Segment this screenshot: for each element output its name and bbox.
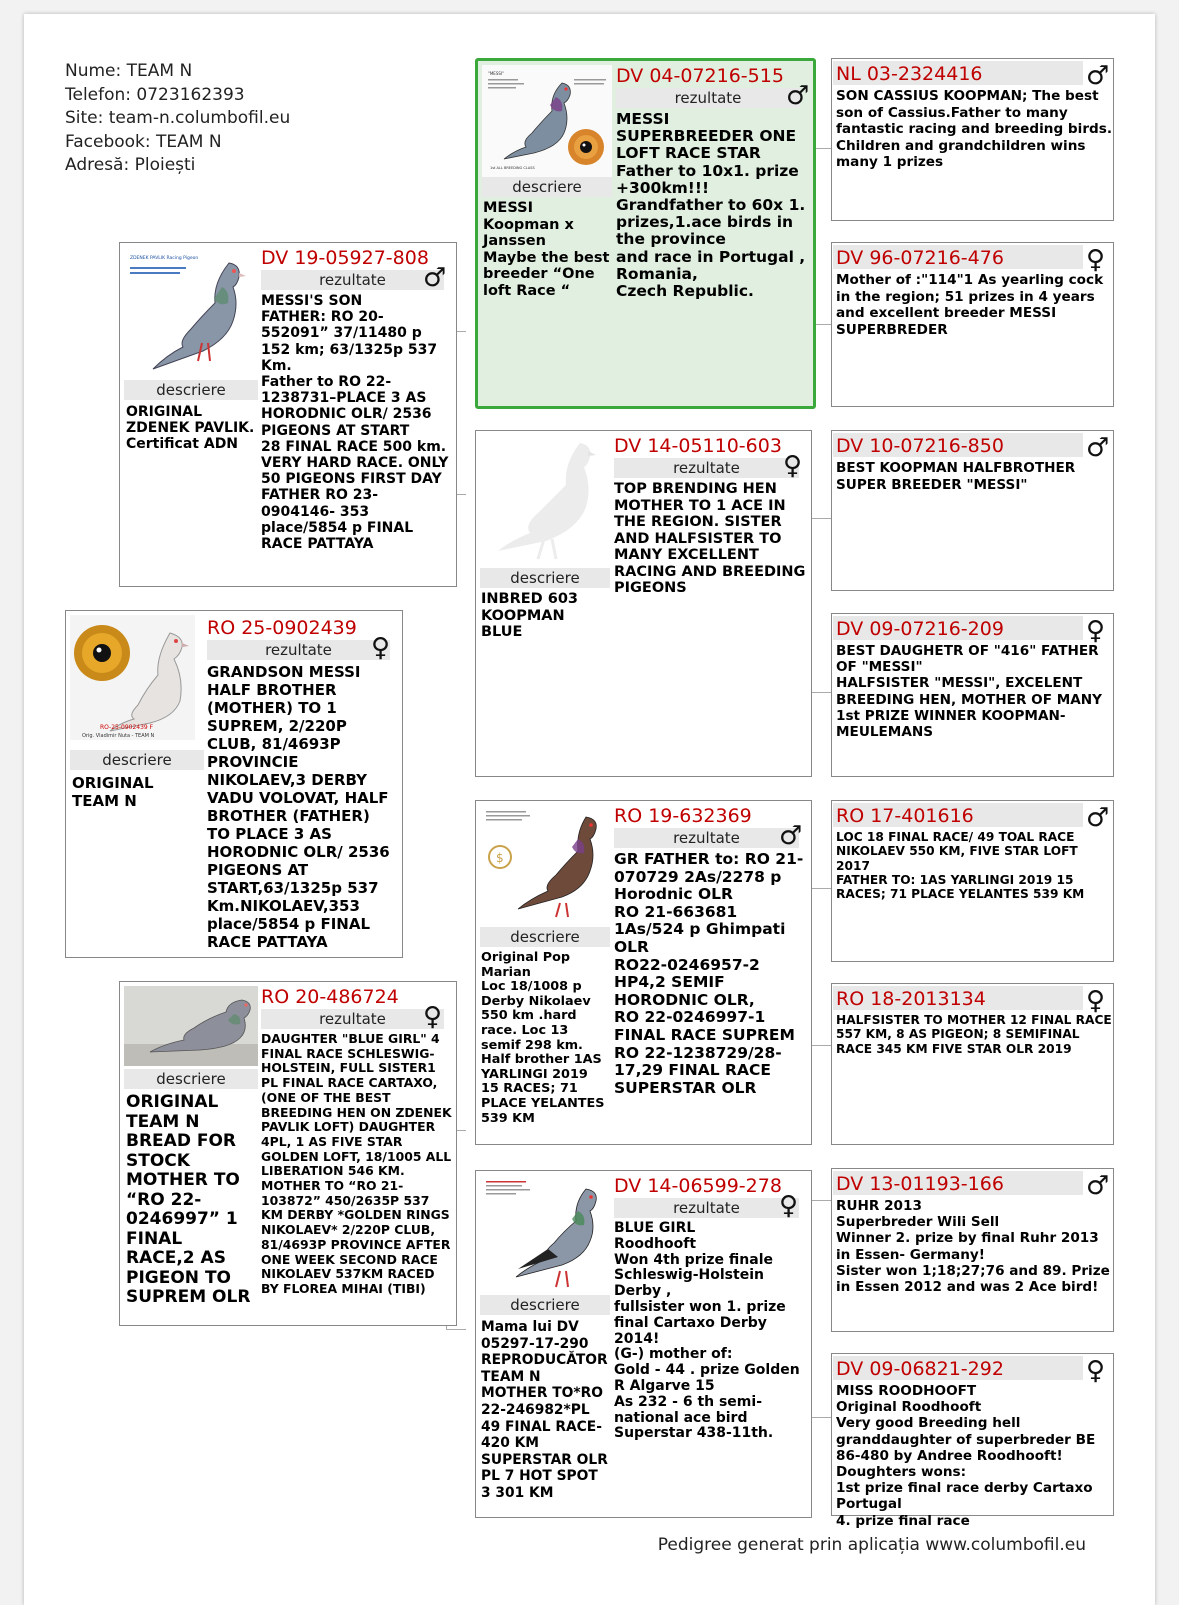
pigeon-card-sire-dam[interactable] (475, 430, 812, 777)
ring-number: DV 14-05110-603 (614, 435, 782, 457)
female-icon: ♀ (783, 451, 803, 481)
pigeon-card-dam[interactable] (119, 981, 457, 1326)
description-tab[interactable]: descriere (480, 1295, 610, 1315)
female-icon: ♀ (779, 1191, 799, 1221)
pigeon-photo (480, 805, 610, 925)
pigeon-notes: RUHR 2013 Superbreder Wili Sell Winner 2. prize by final Ruhr 2013 in Essen- Germany! Sister won 1;18;27;76 and 89. Prize in Essen 2012 and was 2 Ace bird! (836, 1198, 1110, 1296)
pigeon-notes: MISS ROODHOOFT Original Roodhooft Very good Breeding hell granddaughter of superbreder BE 86-480 by Andree Roodhooft! Doughters wons: 1st prize final race derby Cartaxo Portugal 4. prize final race (836, 1383, 1096, 1529)
pigeon-card-sire[interactable] (119, 242, 457, 587)
pigeon-notes: MESSI SUPERBREEDER ONE LOFT RACE STAR Father to 10x1. prize +300km!!! Grandfather to 60x 1. prizes,1.ace birds in the province and race in Portugal , Romania, Czech Republic. (616, 110, 806, 301)
results-tab[interactable]: rezultate (261, 1009, 444, 1029)
description-text: Mama lui DV 05297-17-290 REPRODUCĂTOR TEAM N MOTHER TO*RO 22-246982*PL 49 FINAL RACE-420 KM SUPERSTAR OLR PL 7 HOT SPOT 3 301 KM (481, 1319, 608, 1501)
owner-facebook[interactable]: Facebook: TEAM N (65, 131, 222, 152)
pigeon-card-dsd[interactable] (831, 983, 1114, 1145)
pigeon-card-ssd[interactable] (831, 242, 1114, 407)
pigeon-photo (124, 986, 258, 1066)
pigeon-photo (480, 1175, 610, 1295)
owner-info (65, 60, 290, 178)
ring-number: RO 25-0902439 (207, 617, 357, 639)
description-text: ORIGINAL ZDENEK PAVLIK. Certificat ADN (126, 404, 255, 452)
results-tab[interactable]: rezultate (207, 640, 390, 660)
ring-number: DV 04-07216-515 (616, 65, 784, 87)
description-text: INBRED 603 KOOPMAN BLUE (481, 591, 579, 640)
pigeon-notes: MESSI'S SON FATHER: RO 20-552091” 37/11480 p 152 km; 63/1325p 537 Km. Father to RO 22-1238731–PLACE 3 AS HORODNIC OLR/ 2536 PIGEONS AT START 28 FINAL RACE 500 km. VERY HARD RACE. ONLY 50 PIGEONS FIRST DAY FATHER RO 23-0904146- 353 place/5854 p FINAL RACE PATTAYA (261, 293, 449, 553)
description-text: ORIGINAL TEAM N (72, 774, 154, 810)
results-tab[interactable]: rezultate (614, 458, 799, 478)
female-icon: ♀ (1086, 245, 1106, 275)
owner-name: Nume: TEAM N (65, 61, 193, 81)
pigeon-notes: TOP BRENDING HEN MOTHER TO 1 ACE IN THE REGION. SISTER AND HALFSISTER TO MANY EXCELLENT RACING AND BREEDING PIGEONS (614, 481, 806, 596)
pigeon-photo-placeholder (480, 435, 610, 565)
female-icon: ♀ (1086, 1356, 1106, 1386)
male-icon: ♂ (1086, 803, 1110, 833)
ring-number: RO 20-486724 (261, 986, 399, 1008)
results-tab[interactable]: rezultate (614, 828, 799, 848)
pigeon-notes: BEST KOOPMAN HALFBROTHER SUPER BREEDER "MESSI" (836, 460, 1076, 493)
description-tab[interactable]: descriere (124, 380, 258, 400)
ring-number: DV 13-01193-166 (836, 1173, 1004, 1195)
ring-number: DV 09-06821-292 (836, 1358, 1004, 1380)
description-tab[interactable]: descriere (70, 750, 204, 770)
description-tab[interactable]: descriere (482, 177, 612, 197)
owner-phone: Telefon: 0723162393 (65, 84, 245, 105)
female-icon: ♀ (423, 1002, 443, 1032)
pigeon-notes: SON CASSIUS KOOPMAN; The best son of Cassius.Father to many fantastic racing and breeding birds. Children and grandchildren wins many 1 prizes (836, 88, 1113, 170)
pigeon-notes: GRANDSON MESSI HALF BROTHER (MOTHER) TO 1 SUPREM, 2/220P CLUB, 81/4693P PROVINCIE NIKOLAEV,3 DERBY VADU VOLOVAT, HALF BROTHER (FATHER) TO PLACE 3 AS HORODNIC OLR/ 2536 PIGEONS AT START,63/1325p 537 Km.NIKOLAEV,353 place/5854 p FINAL RACE PATTAYA (207, 663, 390, 951)
ring-number: DV 14-06599-278 (614, 1175, 782, 1197)
pigeon-notes: HALFSISTER TO MOTHER 12 FINAL RACE 557 KM, 8 AS PIGEON; 8 SEMIFINAL RACE 345 KM FIVE STAR OLR 2019 (836, 1013, 1112, 1056)
pigeon-notes: BEST DAUGHETR OF "416" FATHER OF "MESSI" HALFSISTER "MESSI", EXCELENT BREEDING HEN, MOTHER OF MANY 1st PRIZE WINNER KOOPMAN-MEULEMANS (836, 643, 1103, 741)
ring-number: DV 09-07216-209 (836, 618, 1004, 640)
description-tab[interactable]: descriere (480, 927, 610, 947)
description-tab[interactable]: descriere (124, 1069, 258, 1089)
pigeon-notes: DAUGHTER "BLUE GIRL" 4 FINAL RACE SCHLESWIG-HOLSTEIN, FULL SISTER1 PL FINAL RACE CARTAXO, (ONE OF THE BEST BREEDING HEN ON ZDENEK PAVLIK LOFT) DAUGHTER 4PL, 1 AS FIVE STAR GOLDEN LOFT, 18/1005 ALL LIBERATION 546 KM. MOTHER TO “RO 21-103872” 450/2635P 537 KM DERBY *GOLDEN RINGS NIKOLAEV* 2/220P CLUB, 81/4693P PROVINCE AFTER ONE WEEK SECOND RACE NIKOLAEV 537KM RACED BY FLOREA MIHAI (TIBI) (261, 1031, 452, 1296)
pigeon-card-sdd[interactable] (831, 613, 1114, 777)
male-icon: ♂ (1086, 433, 1110, 463)
description-tab[interactable]: descriere (480, 568, 610, 588)
description-text: MESSI Koopman x Janssen Maybe the best breeder “One loft Race “ (483, 200, 610, 299)
male-icon: ♂ (786, 81, 810, 111)
pigeon-notes: Mother of :"114"1 As yearling cock in the region; 51 prizes in 4 years and excellent breeder MESSI SUPERBREDER (836, 272, 1104, 338)
female-icon: ♀ (371, 633, 391, 663)
female-icon: ♀ (1086, 986, 1106, 1016)
description-text: ORIGINAL TEAM N BREAD FOR STOCK MOTHER TO “RO 22-0246997” 1 FINAL RACE,2 AS PIGEON TO SUPREM OLR (126, 1092, 251, 1307)
ring-number: DV 10-07216-850 (836, 435, 1004, 457)
male-icon: ♂ (1086, 1171, 1110, 1201)
pigeon-card-dam-sire[interactable] (475, 800, 812, 1145)
photo-eye-note: 1st ALL BREEDING CLASS (490, 166, 535, 170)
pigeon-card-dam-dam[interactable] (475, 1170, 812, 1518)
photo-caption-owner: Orig. Vladimir Nuta - TEAM N (82, 733, 155, 739)
owner-address: Adresă: Ploiești (65, 155, 196, 175)
owner-site[interactable]: Site: team-n.columbofil.eu (65, 108, 291, 128)
pigeon-card-sire-sire[interactable] (475, 58, 816, 409)
pigeon-notes: BLUE GIRL Roodhooft Won 4th prize finale Schleswig-Holstein Derby , fullsister won 1. prize final Cartaxo Derby 2014! (G-) mother of: Gold - 44 . prize Golden R Algarve 15 As 232 - 6 th semi-national ace bird Superstar 438-11th. (614, 1220, 800, 1442)
pigeon-photo (482, 65, 612, 177)
footer-credit[interactable]: Pedigree generat prin aplicația www.columbofil.eu (657, 1535, 1086, 1555)
male-icon: ♂ (779, 821, 803, 851)
ring-number: RO 17-401616 (836, 805, 974, 827)
results-tab[interactable]: rezultate (261, 270, 444, 290)
description-text: Original Pop Marian Loc 18/1008 p Derby Nikolaev 550 km .hard race. Loc 13 semif 298 km. Half brother 1AS YARLINGI 2019 15 RACES; 71 PLACE YELANTES 539 KM (481, 950, 605, 1126)
pigeon-card-sss[interactable] (831, 58, 1114, 221)
ring-number: DV 19-05927-808 (261, 247, 429, 269)
ring-number: DV 96-07216-476 (836, 247, 1004, 269)
pigeon-card-dss[interactable] (831, 800, 1114, 962)
pigeon-card-ddd[interactable] (831, 1353, 1114, 1529)
ring-number: NL 03-2324416 (836, 63, 983, 85)
pigeon-card-subject[interactable] (65, 610, 403, 958)
ring-number: RO 19-632369 (614, 805, 752, 827)
ring-number: RO 18-2013134 (836, 988, 986, 1010)
pigeon-notes: GR FATHER to: RO 21-070729 2As/2278 p Horodnic OLR RO 21-663681 1As/524 p Ghimpati OLR RO22-0246957-2 HP4,2 SEMIF HORODNIC OLR, RO 22-0246997-1 FINAL RACE SUPREM RO 22-1238729/28-17,29 FINAL RACE SUPERSTAR OLR (614, 850, 804, 1097)
male-icon: ♂ (423, 263, 447, 293)
photo-header: ZDENEK PAVLIK Racing Pigeon (130, 256, 199, 261)
photo-caption-ring: RO-25-0902439 F (100, 724, 154, 731)
pigeon-card-sds[interactable] (831, 430, 1114, 591)
pigeon-photo (124, 247, 249, 372)
pigeon-notes: LOC 18 FINAL RACE/ 49 TOAL RACE NIKOLAEV 550 KM, FIVE STAR LOFT 2017 FATHER TO: 1AS YARLINGI 2019 15 RACES; 71 PLACE YELANTES 539 KM (836, 830, 1085, 902)
svg-text:$: $ (496, 851, 504, 865)
photo-card-title: "MESSI" (488, 71, 504, 76)
female-icon: ♀ (1086, 616, 1106, 646)
results-tab[interactable]: rezultate (616, 88, 800, 108)
pigeon-photo (70, 615, 195, 740)
pigeon-card-dds[interactable] (831, 1168, 1114, 1332)
results-tab[interactable]: rezultate (614, 1198, 799, 1218)
male-icon: ♂ (1086, 61, 1110, 91)
